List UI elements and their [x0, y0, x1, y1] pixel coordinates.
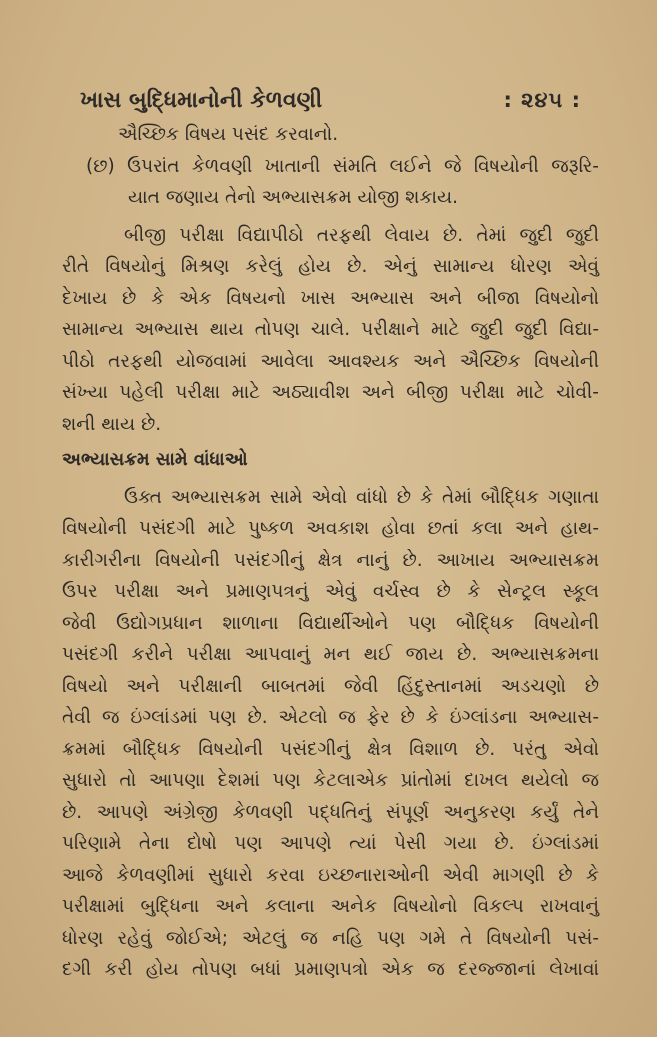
section-heading: અભ્યાસક્રમ સામે વાંધાઓ [62, 449, 248, 470]
text-line: દેખાય છે કે એક વિષયનો ખાસ અભ્યાસ અને બીજા વિષયોનો [62, 287, 599, 309]
text-line: ઉક્ત અભ્યાસક્રમ સામે એવો વાંધો છે કે તેમાં બૌદ્ધિક ગણાતા [124, 486, 599, 508]
text-line: સંખ્યા પહેલી પરીક્ષા માટે અઠ્યાવીશ અને બીજી પરીક્ષા માટે ચોવી- [62, 382, 599, 403]
page-header [80, 88, 581, 113]
paragraph [62, 482, 599, 986]
text-line: યાત જણાય તેનો અભ્યાસક્રમ યોજી શકાય. [128, 187, 459, 208]
text-line: ધોરણ રહેવું જોઈએ; એટલું જ નહિ પણ ગમે તે વિષયોની પસં- [62, 927, 599, 949]
text-line: આજે કેળવણીમાં સુધારો કરવા ઇચ્છનારાઓની એવી માગણી છે કે [62, 864, 599, 886]
text-line: બીજી પરીક્ષા વિદ્યાપીઠો તરફથી લેવાય છે. તેમાં જુદી જુદી [124, 224, 599, 246]
text-line: ક્રમમાં બૌદ્ધિક વિષયોની પસંદગીનું ક્ષેત્ર વિશાળ છે. પરંતુ એવો [62, 738, 599, 760]
text-line: છે. આપણે અંગ્રેજી કેળવણી પદ્ધતિનું સંપૂર્ણ અનુકરણ કર્યું તેને [62, 801, 599, 823]
text-line: સુધારો તો આપણા દેશમાં પણ કેટલાએક પ્રાંતોમાં દાખલ થયેલો જ [62, 770, 599, 791]
text-line: કારીગરીના વિષયોની પસંદગીનું ક્ષેત્ર નાનું છે. આખાય અભ્યાસક્રમ [62, 549, 599, 571]
text-line: ઐચ્છિક વિષય પસંદ કરવાનો. [118, 124, 339, 145]
text-line: ઉપર પરીક્ષા અને પ્રમાણપત્રનું એવું વર્ચસ્વ છે કે સેન્ટ્રલ સ્કૂલ [62, 581, 599, 602]
running-title: ખાસ બુદ્ધિમાનોની કેળવણી [80, 88, 323, 113]
paragraph [62, 220, 599, 441]
text-line: પરિણામે તેના દોષો પણ આપણે ત્યાં પેસી ગયા છે. ઇંગ્લાંડમાં [62, 833, 599, 854]
body-text [62, 119, 599, 986]
text-line: સામાન્ય અભ્યાસ થાય તોપણ ચાલે. પરીક્ષાને માટે જુદી જુદી વિદ્યા- [62, 319, 599, 340]
text-line: વિષયો અને પરીક્ષાની બાબતમાં જેવી હિંદુસ્તાનમાં અડચણો છે [62, 675, 599, 697]
page-number: : ૨૪૫ : [503, 88, 581, 112]
text-line: વિષયોની પસંદગી માટે પુષ્કળ અવકાશ હોવા છતાં કલા અને હાથ- [62, 518, 599, 539]
text-line: પીઠો તરફથી યોજવામાં આવેલા આવશ્યક અને ઐચ્છિક વિષયોની [62, 350, 599, 372]
text-line: તેવી જ ઇંગ્લાંડમાં પણ છે. એટલો જ ફેર છે કે ઇંગ્લાંડના અભ્યાસ- [62, 707, 599, 728]
text-line: દગી કરી હોય તોપણ બધાં પ્રમાણપત્રો એક જ દરજ્જાનાં લેખાવાં [62, 959, 599, 980]
text-line: (છ) ઉપરાંત કેળવણી ખાતાની સંમતિ લઈને જે વિષયોની જરૂરિ- [86, 155, 599, 177]
text-line: પસંદગી કરીને પરીક્ષા આપવાનું મન થઈ જાય છે. અભ્યાસક્રમના [62, 644, 599, 665]
text-line: શની થાય છે. [62, 413, 162, 435]
text-line: પરીક્ષામાં બુદ્ધિના અને કલાના અનેક વિષયોનો વિકલ્પ રાખવાનું [62, 896, 599, 917]
text-line: રીતે વિષયોનું મિશ્રણ કરેલું હોય છે. એનું સામાન્ય ધોરણ એવું [62, 256, 599, 277]
text-line: જેવી ઉદ્યોગપ્રધાન શાળાના વિદ્યાર્થીઓને પણ બૌદ્ધિક વિષયોની [62, 612, 599, 634]
